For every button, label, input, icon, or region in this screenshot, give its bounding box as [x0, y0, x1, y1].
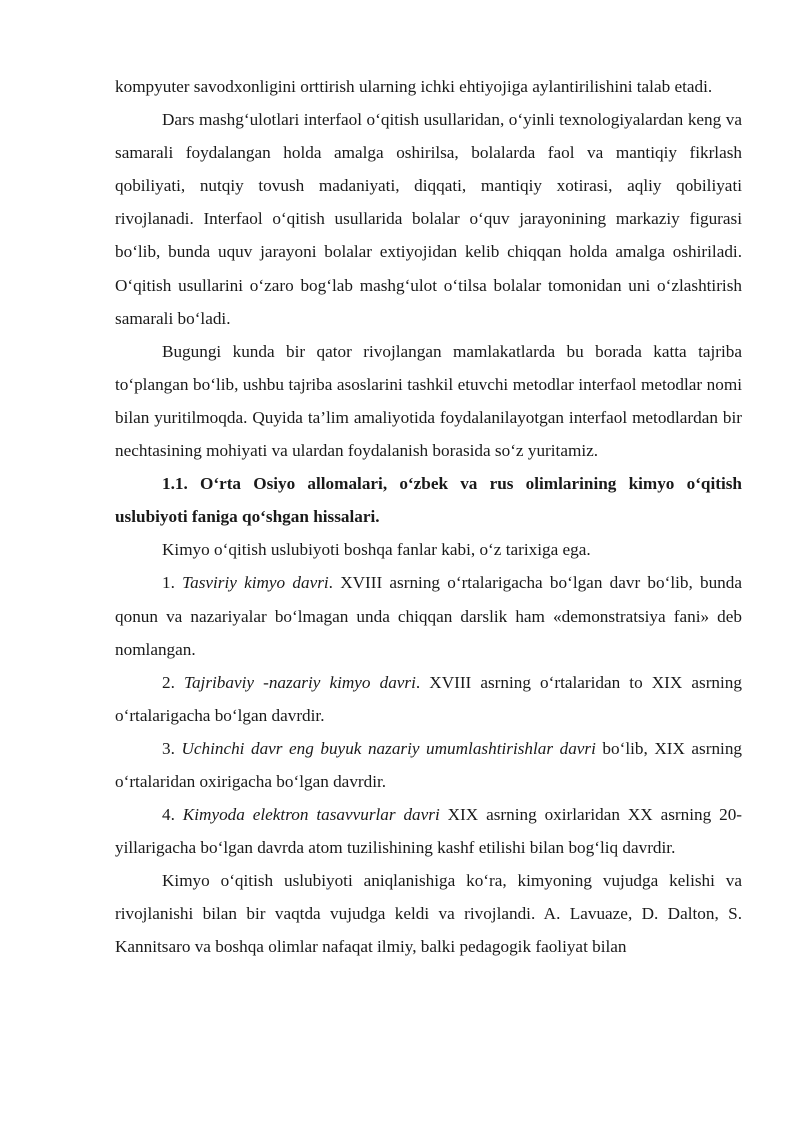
list-number: 1. — [162, 573, 175, 593]
period-description: . XVIII asrning o‘rtalarigacha bo‘lgan davr bo‘lib, bunda qonun va nazariyalar bo‘lmagan unda chiqqan darslik ham «demonstratsiya fani» deb nomlangan. — [115, 573, 742, 659]
period-description: . XVIII asrning o‘rtalaridan to XIX asrning o‘rtalarigacha bo‘lgan davrdir. — [115, 672, 742, 725]
list-item-period-2 — [115, 666, 742, 732]
list-number: 4. — [162, 805, 175, 825]
paragraph-developed-countries: Bugungi kunda bir qator rivojlangan mamlakatlarda bu borada katta tajriba to‘plangan bo‘lib, ushbu tajriba asoslarini tashkil etuvchi metodlar interfaol metodlar nomi bilan yuritilmoqda. Quyida ta’lim amaliyotida foydalanilayotgan interfaol metodlardan bir nechtasining mohiyati va ulardan foydalanish borasida so‘z yuritamiz. — [115, 341, 742, 461]
list-number: 2. — [162, 672, 175, 692]
list-number: 3. — [162, 738, 175, 758]
paragraph-interactive-methods: Dars mashg‘ulotlari interfaol o‘qitish usullaridan, o‘yinli texnologiyalardan keng va samarali foydalangan holda amalga oshirilsa, bolalarda faol va mantiqiy fikrlash qobiliyati, nutqiy tovush madaniyati, diqqati, mantiqiy xotirasi, aqliy qobiliyati rivojlanadi. Interfaol o‘qitish usullarida bolalar o‘quv jarayonining markaziy figurasi bo‘lib, bunda uquv jarayoni bolalar extiyojidan kelib chiqqan holda amalga oshiriladi. O‘qitish usullarini o‘zaro bog‘lab mashg‘ulot o‘tilsa bolalar tomonidan uni o‘zlashtirish samarali bo‘ladi. — [115, 110, 742, 328]
period-title: Uchinchi davr eng buyuk nazariy umumlashtirishlar davri — [181, 738, 596, 758]
period-description: XIX asrning oxirlaridan XX asrning 20- yillarigacha bo‘lgan davrda atom tuzilishining kashf etilishi bilan bog‘liq davrdir. — [115, 805, 743, 858]
list-item-period-1 — [115, 566, 742, 665]
period-title: Tajribaviy -nazariy kimyo davri — [183, 672, 416, 692]
paragraph-history-intro: Kimyo o‘qitish uslubiyoti boshqa fanlar kabi, o‘z tarixiga ega. — [162, 540, 591, 560]
list-item-period-3 — [115, 732, 742, 798]
list-item-period-4 — [115, 798, 742, 864]
section-heading: 1.1. O‘rta Osiyo allomalari, o‘zbek va rus olimlarining kimyo o‘qitish uslubiyoti faniga qo‘shgan hissalari. — [115, 474, 742, 527]
period-description: bo‘lib, XIX asrning o‘rtalaridan oxirigacha bo‘lgan davrdir. — [115, 738, 743, 791]
paragraph-continuation: kompyuter savodxonligini orttirish ularning ichki ehtiyojiga aylantirilishini talab etadi. — [115, 77, 713, 96]
document-page — [115, 70, 742, 964]
period-title: Tasviriy kimyo davri — [182, 573, 329, 593]
paragraph-methodology-origin: Kimyo o‘qitish uslubiyoti aniqlanishiga ko‘ra, kimyoning vujudga kelishi va rivojlanishi bilan bir vaqtda vujudga keldi va rivojlandi. A. Lavuaze, D. Dalton, S. Kannitsaro va boshqa olimlar nafaqat ilmiy, balki pedagogik faoliyat bilan — [115, 871, 742, 957]
period-title: Kimyoda elektron tasavvurlar davri — [182, 805, 440, 825]
